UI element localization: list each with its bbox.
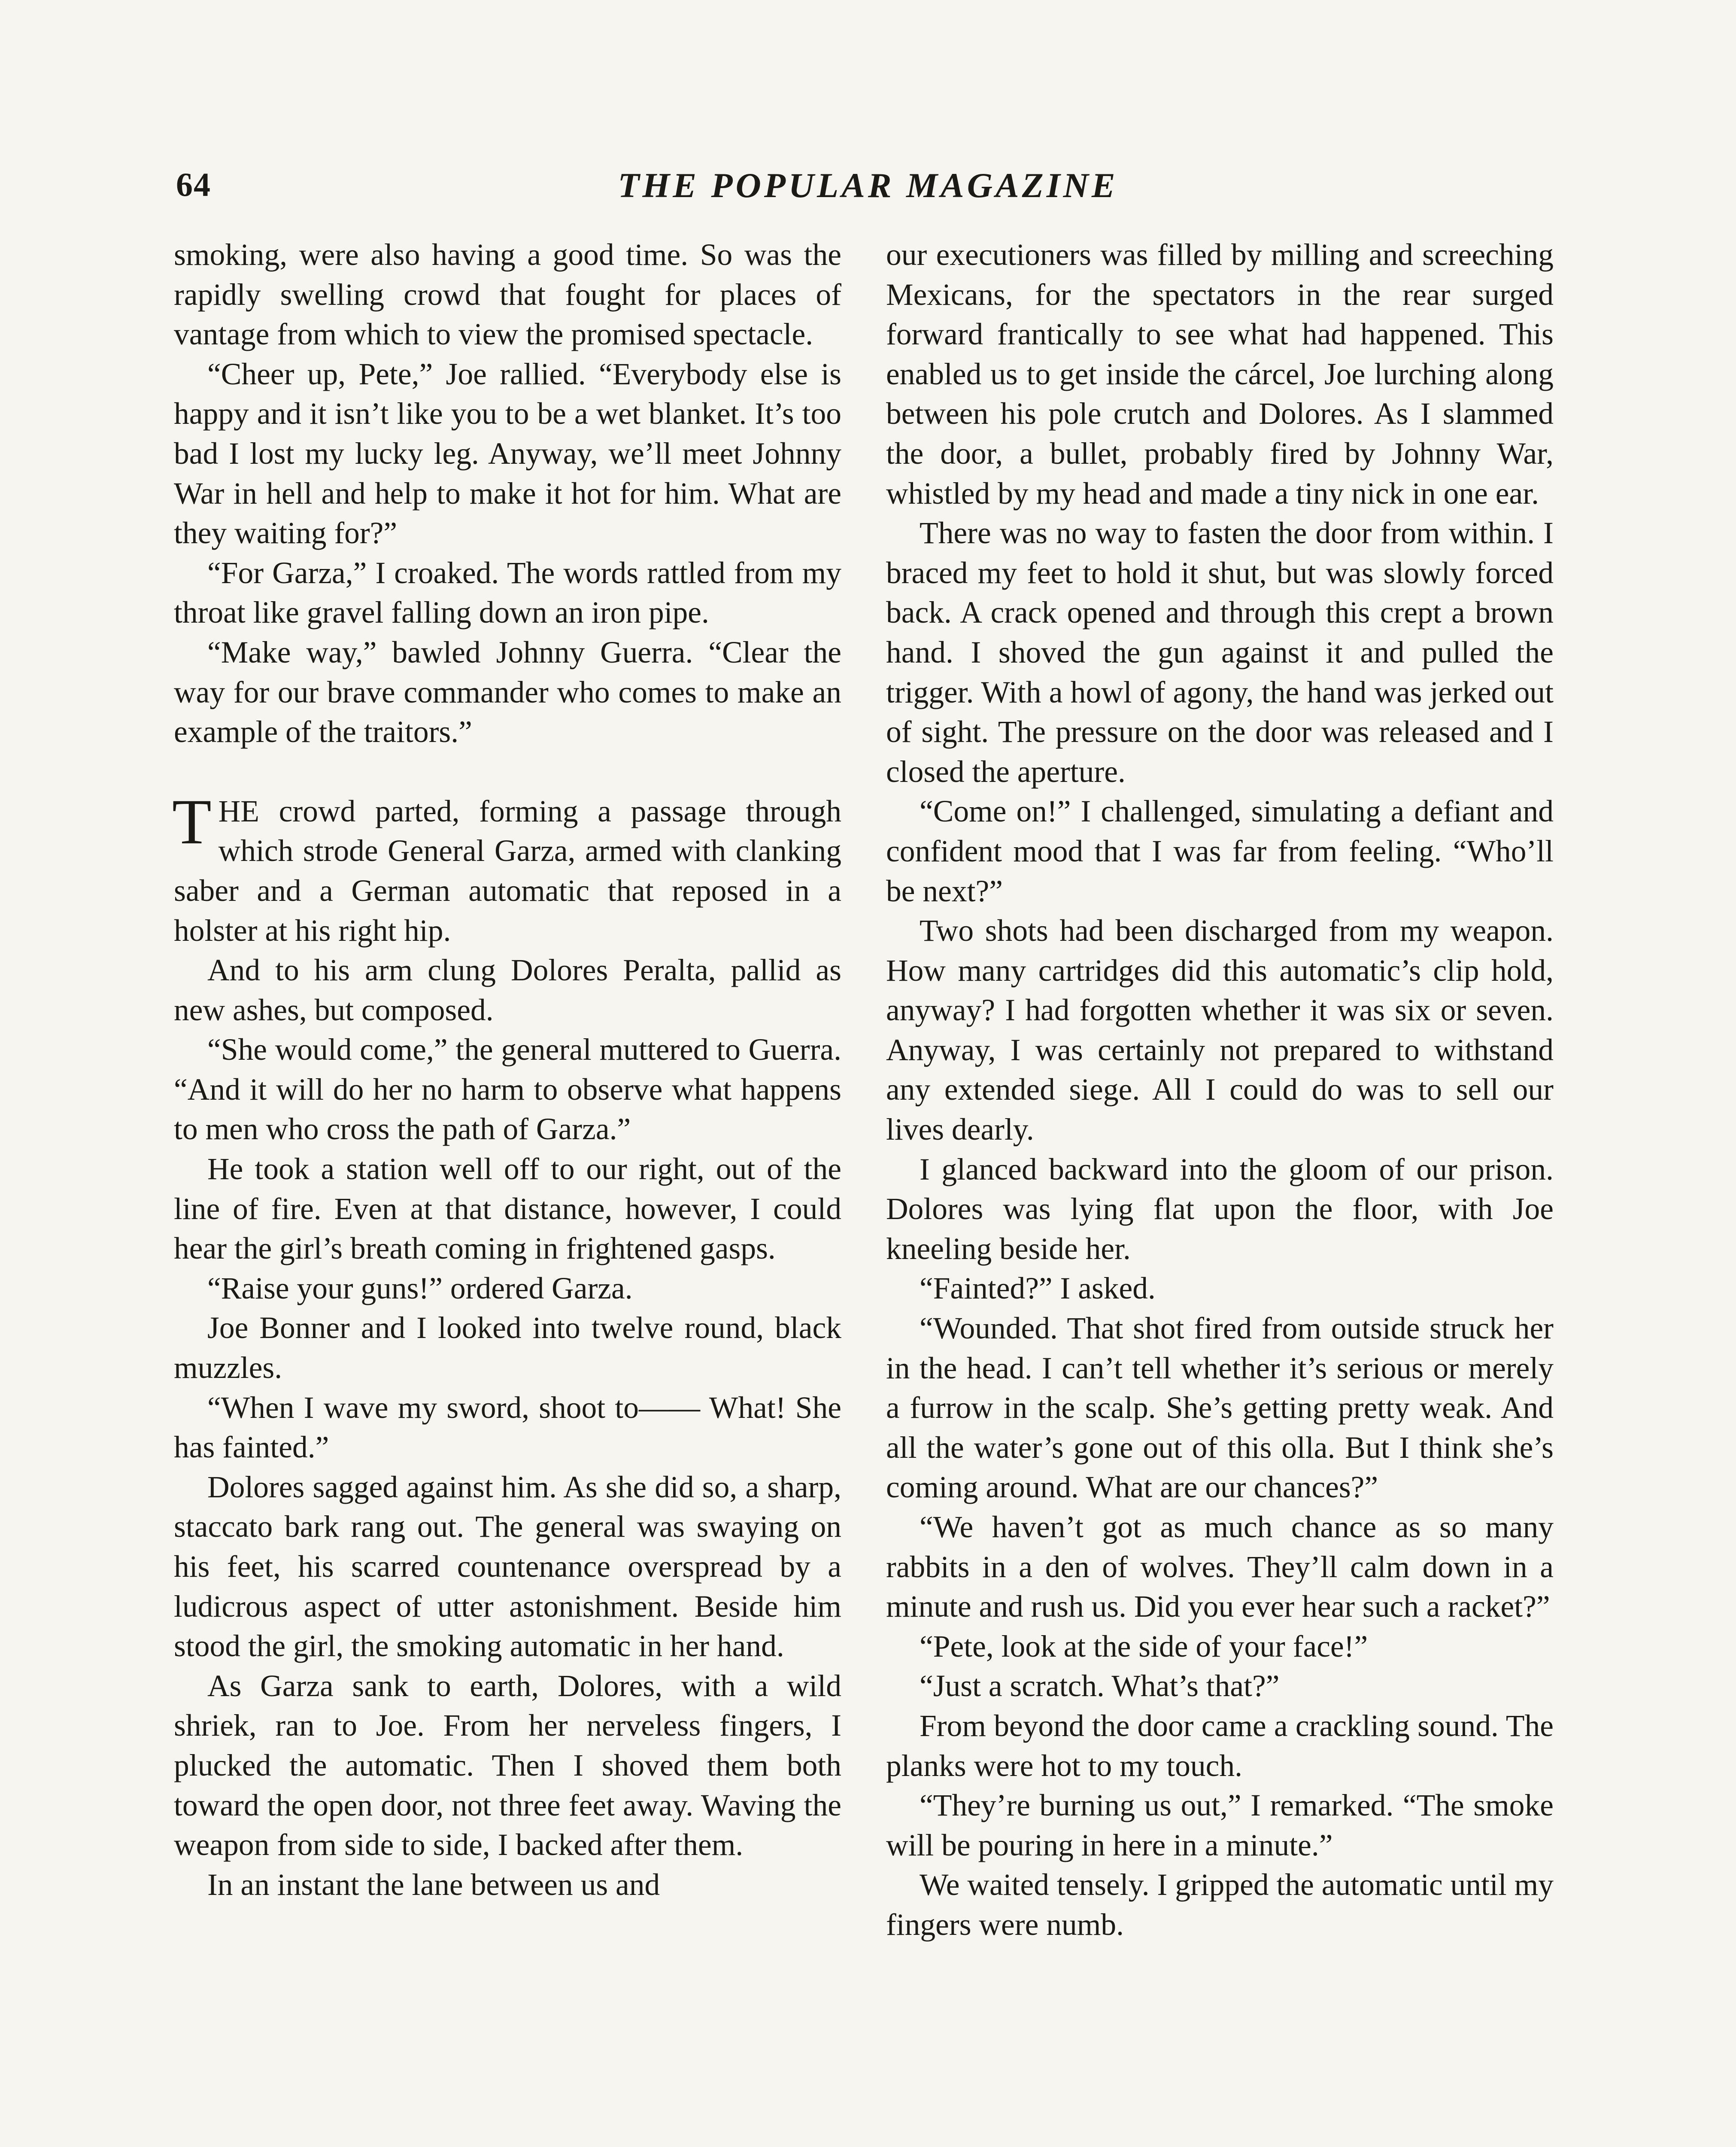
paragraph: “They’re burning us out,” I remarked. “The smoke will be pouring in here in a minute.” — [886, 1788, 1554, 1862]
section-opening-paragraph — [172, 786, 841, 951]
paragraph: our executioners was filled by milling and screeching Mexicans, for the spectators in the rear surged forward frantically to see what had happened. This enabled us to get inside the cárcel, Joe lurching along between his pole crutch and Dolores. As I slammed the door, a bullet, probably fired by Johnny War, whistled by my head and made a tiny nick in one ear. — [886, 238, 1554, 511]
paragraph: And to his arm clung Dolores Peralta, pallid as new ashes, but composed. — [174, 953, 841, 1027]
paragraph: From beyond the door came a crackling sound. The planks were hot to my touch. — [886, 1709, 1554, 1783]
paragraph: He took a station well off to our right, out of the line of fire. Even at that distance, however, I could hear the girl’s breath coming in frightened gasps. — [174, 1152, 841, 1266]
page-number: 64 — [176, 166, 211, 203]
page-header — [176, 165, 1560, 213]
right-column — [886, 235, 1554, 1945]
paragraph: “Pete, look at the side of your face!” — [920, 1629, 1368, 1663]
paragraph: Two shots had been discharged from my weapon. How many cartridges did this automatic’s clip hold, anyway? I had forgotten whether it was six or seven. Anyway, I was certainly not prepared to withstand any extended siege. All I could do was to sell our lives dearly. — [886, 914, 1554, 1147]
paragraph: “Raise your guns!” ordered Garza. — [207, 1271, 633, 1305]
paragraph: We waited tensely. I gripped the automatic until my fingers were numb. — [886, 1868, 1554, 1942]
paragraph-text: HE crowd parted, forming a passage through which strode General Garza, armed with clanking saber and a German automatic that reposed in a holster at his right hip. — [174, 794, 841, 948]
paragraph: “She would come,” the general muttered to Guerra. “And it will do her no harm to observe what happens to men who cross the path of Garza.” — [174, 1033, 841, 1146]
paragraph: “Cheer up, Pete,” Joe rallied. “Everybody else is happy and it isn’t like you to be a wet blanket. It’s too bad I lost my lucky leg. Anyway, we’ll meet Johnny War in hell and help to make it hot for him. What are they waiting for?” — [174, 357, 841, 550]
paragraph: “Wounded. That shot fired from outside struck her in the head. I can’t tell whether it’s serious or merely a furrow in the scalp. She’s getting pretty weak. And all the water’s gone out of this olla. But I think she’s coming around. What are our chances?” — [886, 1311, 1554, 1505]
paragraph: I glanced backward into the gloom of our prison. Dolores was lying flat upon the floor, with Joe kneeling beside her. — [886, 1152, 1554, 1266]
paragraph: “Just a scratch. What’s that?” — [920, 1669, 1280, 1703]
paragraph: “We haven’t got as much chance as so many rabbits in a den of wolves. They’ll calm down in a minute and rush us. Did you ever hear such a racket?” — [886, 1510, 1554, 1624]
drop-cap: T — [172, 786, 212, 858]
paragraph: In an instant the lane between us and — [207, 1867, 660, 1902]
paragraph: “Make way,” bawled Johnny Guerra. “Clear the way for our brave commander who comes to make an example of the traitors.” — [174, 635, 841, 749]
paragraph: Joe Bonner and I looked into twelve round, black muzzles. — [174, 1311, 841, 1385]
paragraph: “Come on!” I challenged, simulating a defiant and confident mood that I was far from feeling. “Who’ll be next?” — [886, 794, 1554, 908]
paragraph: “For Garza,” I croaked. The words rattled from my throat like gravel falling down an iron pipe. — [174, 556, 841, 630]
paragraph: smoking, were also having a good time. So was the rapidly swelling crowd that fought for places of vantage from which to view the promised spectacle. — [174, 238, 841, 352]
left-column — [174, 235, 841, 1905]
paragraph: Dolores sagged against him. As she did so, a sharp, staccato bark rang out. The general was swaying on his feet, his scarred countenance overspread by a ludicrous aspect of utter astonishment. Beside him stood the girl, the smoking automatic in her hand. — [174, 1470, 841, 1663]
magazine-title: THE POPULAR MAGAZINE — [618, 166, 1118, 205]
paragraph: As Garza sank to earth, Dolores, with a wild shriek, ran to Joe. From her nerveless fingers, I plucked the automatic. Then I shoved them both toward the open door, not three feet away. Waving the weapon from side to side, I backed after them. — [174, 1669, 841, 1862]
paragraph: “When I wave my sword, shoot to—— What! She has fainted.” — [174, 1390, 841, 1465]
paragraph: “Fainted?” I asked. — [920, 1271, 1156, 1306]
paragraph: There was no way to fasten the door from within. I braced my feet to hold it shut, but was slowly forced back. A crack opened and through this crept a brown hand. I shoved the gun against it and pulled the trigger. With a howl of agony, the hand was jerked out of sight. The pressure on the door was released and I closed the aperture. — [886, 516, 1554, 789]
